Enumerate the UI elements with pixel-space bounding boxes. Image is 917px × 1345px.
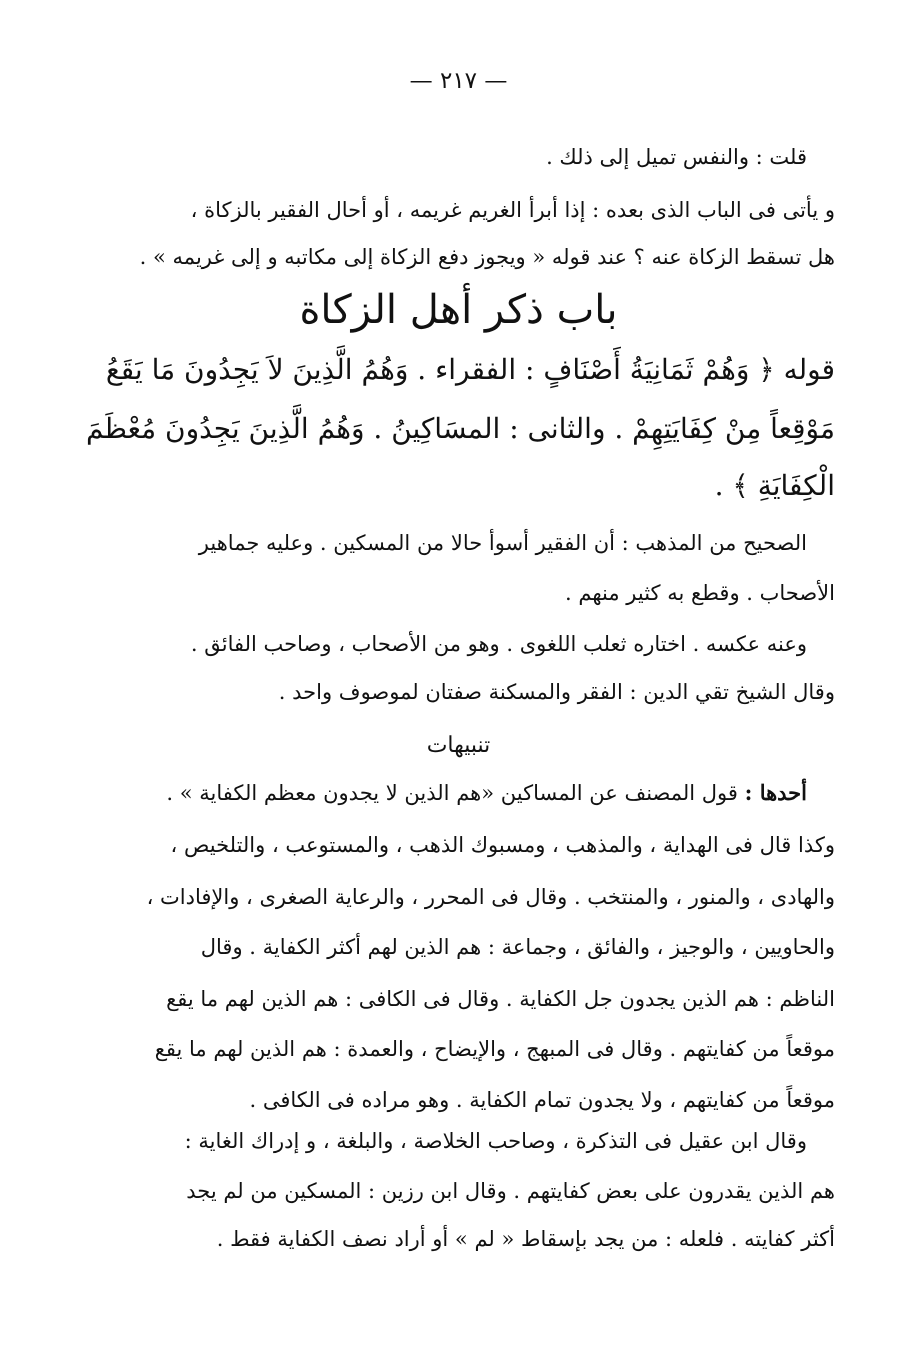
body-line-3: وعنه عكسه . اختاره ثعلب اللغوى . وهو من الأصحاب ، وصاحب الفائق . — [190, 632, 807, 656]
first-note-text: قول المصنف عن المساكين «هم الذين لا يجدون معظم الكفاية » . — [166, 781, 745, 805]
body-line-10: موقعاً من كفايتهم ، ولا يجدون تمام الكفاية . وهو مراده فى الكافى . — [249, 1088, 835, 1112]
quote-line-2: مَوْقِعاً مِنْ كِفَايَتِهِمْ . والثانى : المسَاكِينُ . وَهُمُ الَّذِينَ يَجِدُونَ مُعْظَمَ — [86, 412, 835, 445]
chapter-title: باب ذكر أهل الزكاة — [299, 287, 618, 333]
body-line-5: وكذا قال فى الهداية ، والمذهب ، ومسبوك الذهب ، والمستوعب ، والتلخيص ، — [170, 833, 835, 857]
first-note-line — [166, 776, 807, 810]
body-line-8: الناظم : هم الذين يجدون جل الكفاية . وقال فى الكافى : هم الذين لهم ما يقع — [166, 987, 835, 1011]
body-line-12: هم الذين يقدرون على بعض كفايتهم . وقال ابن رزين : المسكين من لم يجد — [186, 1179, 835, 1203]
body-line-6: والهادى ، والمنور ، والمنتخب . وقال فى المحرر ، والرعاية الصغرى ، والإفادات ، — [146, 885, 835, 909]
intro-line-2: و يأتى فى الباب الذى بعده : إذا أبرأ الغريم غريمه ، أو أحال الفقير بالزكاة ، — [190, 198, 835, 222]
quote-line-3: الْكِفَايَةِ ﴾ . — [714, 469, 835, 502]
intro-line-3: هل تسقط الزكاة عنه ؟ عند قوله « ويجوز دفع الزكاة إلى مكاتبه و إلى غريمه » . — [139, 245, 835, 269]
quote-line-1: قوله ﴿ وَهُمْ ثَمَانِيَةُ أَصْنَافٍ : الفقراء . وَهُمُ الَّذِينَ لاَ يَجِدُونَ مَا يَقَعُ — [105, 353, 835, 386]
body-line-4: وقال الشيخ تقي الدين : الفقر والمسكنة صفتان لموصوف واحد . — [278, 680, 835, 704]
sub-heading-notes: تنبيهات — [426, 733, 491, 758]
body-line-11: وقال ابن عقيل فى التذكرة ، وصاحب الخلاصة ، والبلغة ، و إدراك الغاية : — [184, 1129, 807, 1153]
first-note-label: أحدها : — [744, 780, 807, 805]
intro-line-1: قلت : والنفس تميل إلى ذلك . — [546, 145, 807, 169]
body-line-2: الأصحاب . وقطع به كثير منهم . — [565, 581, 835, 605]
body-line-7: والحاويين ، والوجيز ، والفائق ، وجماعة : هم الذين لهم أكثر الكفاية . وقال — [200, 935, 835, 959]
page-number: — ٢١٧ — — [409, 68, 508, 94]
body-line-13: أكثر كفايته . فلعله : من يجد بإسقاط « لم » أو أراد نصف الكفاية فقط . — [216, 1227, 835, 1251]
body-line-9: موقعاً من كفايتهم . وقال فى المبهج ، والإيضاح ، والعمدة : هم الذين لهم ما يقع — [154, 1037, 835, 1061]
body-line-1: الصحيح من المذهب : أن الفقير أسوأ حالا من المسكين . وعليه جماهير — [198, 531, 807, 555]
